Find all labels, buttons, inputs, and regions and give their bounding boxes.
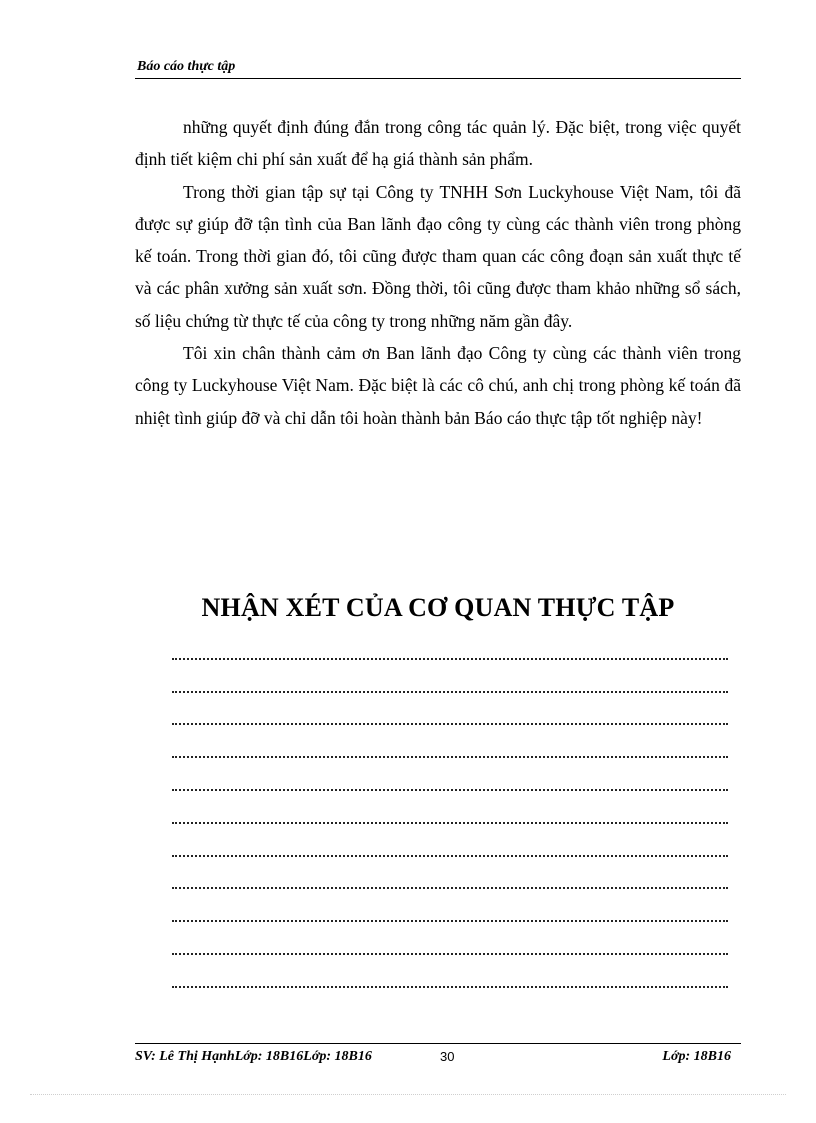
paragraph-continuation: những quyết định đúng đắn trong công tác quản lý. Đặc biệt, trong việc quyết định tiết kiệm chi phí sản xuất để hạ giá thành sản phẩm. [135,117,741,170]
dotted-rule [172,986,728,988]
footer-student-info: SV: Lê Thị HạnhLớp: 18B16Lớp: 18B16 [135,1049,372,1064]
dotted-rule [172,658,728,660]
comment-lines [172,637,728,998]
body-text [135,111,741,434]
page-header [135,56,741,79]
comment-line [172,670,728,703]
section-title: NHẬN XÉT CỦA CƠ QUAN THỰC TẬP [201,593,675,622]
comment-line [172,932,728,965]
comment-line [172,735,728,768]
comment-line [172,768,728,801]
paragraph-internship: Trong thời gian tập sự tại Công ty TNHH Sơn Luckyhouse Việt Nam, tôi đã được sự giúp đỡ tận tình của Ban lãnh đạo công ty cùng các thành viên trong phòng kế toán. Trong thời gian đó, tôi cũng được tham quan các công đoạn sản xuất thực tế và các phân xưởng sản xuất sơn. Đồng thời, tôi cũng được tham khảo những sổ sách, số liệu chứng từ thực tế của công ty trong những năm gần đây. [135,181,741,331]
dotted-rule [172,953,728,955]
page-number: 30 [440,1049,455,1064]
dotted-rule [172,756,728,758]
header-title: Báo cáo thực tập [137,59,236,74]
paragraph-thanks: Tôi xin chân thành cảm ơn Ban lãnh đạo Công ty cùng các thành viên trong công ty Luckyhouse Việt Nam. Đặc biệt là các cô chú, anh chị trong phòng kế toán đã nhiệt tình giúp đỡ và chỉ dẫn tôi hoàn thành bản Báo cáo thực tập tốt nghiệp này! [135,343,741,428]
dotted-rule [172,920,728,922]
page-bottom-rule [30,1094,786,1095]
dotted-rule [172,855,728,857]
comment-line [172,834,728,867]
comment-line [172,703,728,736]
footer-class: Lớp: 18B16 [662,1049,731,1064]
dotted-rule [172,691,728,693]
dotted-rule [172,822,728,824]
dotted-rule [172,789,728,791]
page-footer [135,1043,741,1070]
dotted-rule [172,723,728,725]
dotted-rule [172,887,728,889]
comment-line [172,867,728,900]
comment-line [172,965,728,998]
comment-line [172,801,728,834]
comment-line [172,899,728,932]
comment-line [172,637,728,670]
